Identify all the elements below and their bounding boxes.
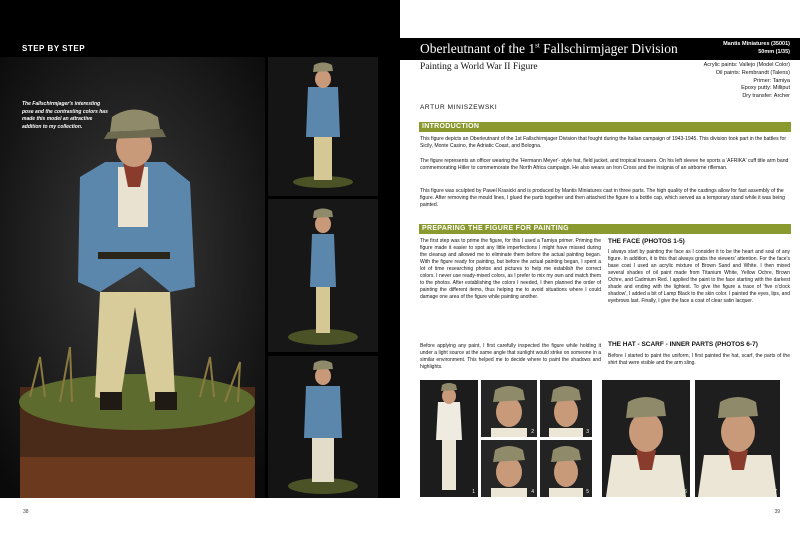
page-number-right: 39 [774,509,780,515]
intro-heading: INTRODUCTION [422,123,480,130]
photo-number-6: 6 [684,489,687,495]
face-heading: THE FACE (PHOTOS 1-5) [608,238,685,245]
face-paragraph: I always start by painting the face as I consider it to be the heart and soul of any figure. In addition, it is this that always grabs the viewers' attention. For the face's base coat I used an acrylic mixture of Brown Sand and White. I then mixed several shades of oil paint made from Titanium White, Yellow Ochre, Brown Ochre, and Cadmium Red. I applied the paint to the face starting with the darkest shade and ending with the lightest. To give the figure a trace of 'five o'clock shadow', I added a bit of Lamp Black to the skin color. I painted the eyes, lips, and eyebrows last. Finally, I give the face a coat of clear satin lacquer. [608,249,790,304]
materials-list: Acrylic paints: Vallejo (Model Color) Oil paints: Rembrandt (Talens) Primer: Tamiya Epoxy putty: Milliput Dry transfer: Archer [703,62,790,100]
photo-number-1: 1 [472,489,475,495]
title-bar [400,38,800,60]
intro-heading-bar [419,122,791,132]
photo-caption: The Fallschirmjager's interesting pose and the contrasting colors has made this model an attractive addition to my collection. [22,101,108,130]
right-page [400,0,800,533]
intro-paragraph-3: This figure was sculpted by Pawel Krasicki and is produced by Mantis Miniatures cast in three parts. The high quality of the castings allow for fast assembly of the figure. After removing the mould lines, I glued the parts together and then attached the figure to a bottle cap, which served as a temporary stand while it was being painted. [420,188,785,209]
kit-info: Mantis Miniatures (35001) 50mm (1/35) [723,41,790,55]
prep-heading: PREPARING THE FIGURE FOR PAINTING [422,225,569,232]
photo-5 [540,440,592,497]
section-label: STEP BY STEP [22,44,86,53]
photo-number-4: 4 [531,489,534,495]
photo-1 [420,380,478,497]
page-number-left: 38 [23,509,29,515]
photo-4 [481,440,537,497]
intro-paragraph-1: This figure depicts an Oberleutnant of the 1st Fallschirmjager Division that fought during the Italian campaign of 1943-1945. This division took part in the battles for Sicily, Monte Casino, the Adriatic Coast, and Bologna. [420,136,787,150]
thumbnail-figure-side [268,199,378,352]
thumbnail-figure-back [268,356,378,498]
author-name: ARTUR MINISZEWSKI [420,104,498,111]
left-page-footer [0,498,400,533]
photo-2 [481,380,537,437]
photo-number-7: 7 [774,489,777,495]
thumbnail-figure-front [268,57,378,196]
prep-paragraph-1: The first step was to prime the figure, for this I used a Tamiya primer. Priming the figure made it easier to spot any little imperfections I might have missed during the cleanup and allowed me to eliminate them before the actual painting began. With the figure ready for painting, but before the actual painting began, I spent a lot of time researching photos and pictures to help me establish the correct colors. I never use ready-mixed colors, as I prefer to mix my own and match them to the photos. After establishing the colors I needed, I then planned the order of painting the different items, thus helping me to avoid situations where I could damage one area of the figure while painting another. [420,238,601,300]
prep-paragraph-2: Before applying any paint, I first carefully inspected the figure while holding it under a light source at the same angle that sunlight would strike on someone in a similar environment. This helped me to decide where to paint the shadows and highlights. [420,343,601,370]
article-title: Oberleutnant of the 1st Fallschirmjager Division [420,41,678,56]
photo-7 [695,380,780,497]
hat-paragraph: Before I started to paint the uniform, I first painted the hat, scarf, the parts of the shirt that were visible and the arm sling. [608,353,790,366]
photo-6 [602,380,690,497]
photo-number-2: 2 [531,429,534,435]
article-subtitle: Painting a World War II Figure [420,62,538,72]
photo-3 [540,380,592,437]
photo-number-5: 5 [586,489,589,495]
photo-number-3: 3 [586,429,589,435]
prep-heading-bar [419,224,791,234]
hat-heading: THE HAT - SCARF - INNER PARTS (PHOTOS 6-7) [608,341,758,348]
intro-paragraph-2: The figure represents an officer wearing the 'Hermann Meyer'- style hat, field jacket, and tropical trousers. On his left sleeve he sports a 'AFRIKA' cuff title arm band commemorating Hitler to commemorate the North Africa campaign. He also wears an Iron Cross and the insignia of an airborne rifleman. [420,158,789,172]
